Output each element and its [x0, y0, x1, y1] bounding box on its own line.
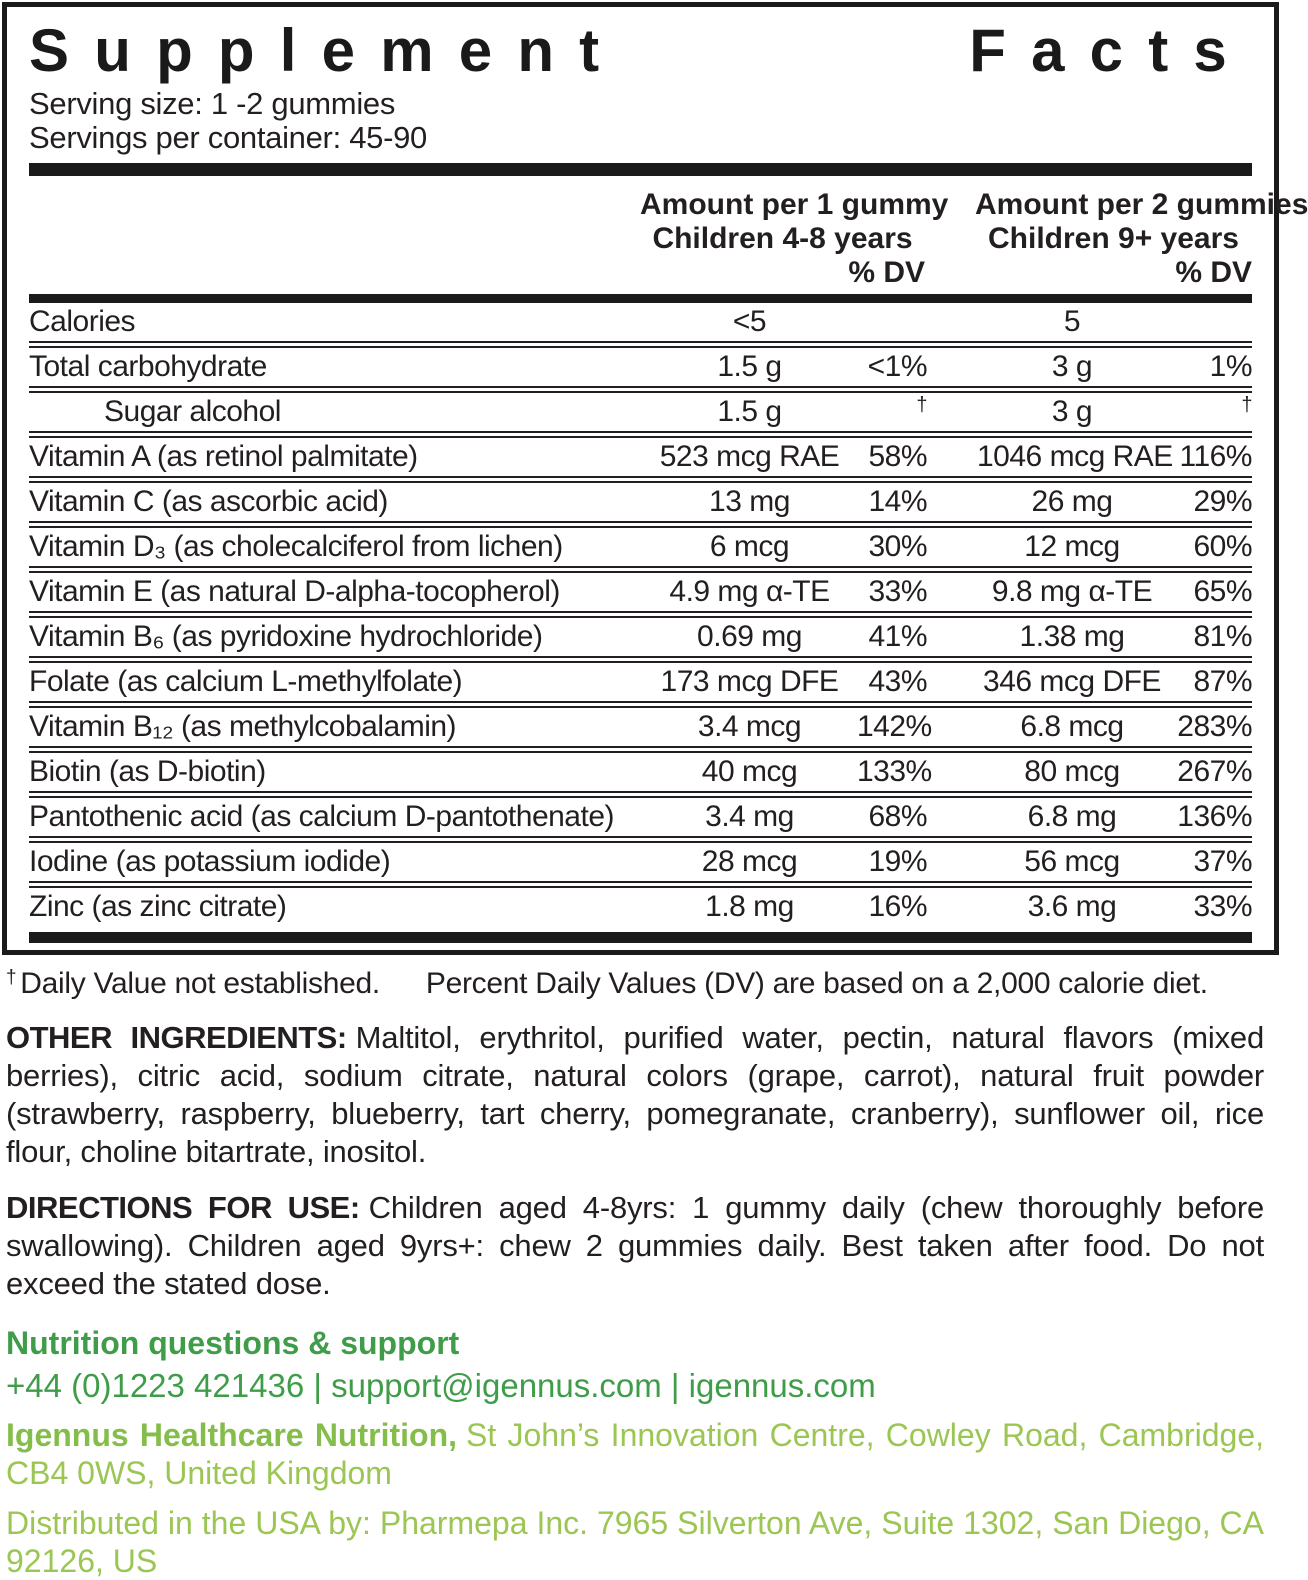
dagger-symbol: †	[6, 967, 17, 988]
dv-2-dagger: †	[1241, 393, 1252, 416]
table-row-vitamin-b12	[29, 708, 1252, 746]
row-separator	[29, 431, 1252, 438]
amount-2: 3 g	[1051, 395, 1093, 428]
header-dv-2: % DV	[1175, 256, 1252, 289]
row-separator	[29, 701, 1252, 708]
dv-2: 1%	[1209, 350, 1252, 383]
table-header	[29, 176, 1308, 290]
amount-1: <5	[732, 305, 767, 338]
directions-text: Children aged 4-8yrs: 1 gummy daily (chew thoroughly before swallowing). Children aged 9yrs+: chew 2 gummies daily. Best taken after food. Do not exceed the stated dose.	[6, 1190, 1264, 1301]
nutrient-name: Folate (as calcium L-methylfolate)	[29, 665, 463, 698]
header-amount-1gummy: Amount per 1 gummy	[640, 188, 949, 221]
dv-1: 41%	[868, 620, 927, 653]
row-separator	[29, 881, 1252, 888]
table-row-biotin	[29, 753, 1252, 791]
row-separator	[29, 476, 1252, 483]
table-row-pantothenic-acid	[29, 798, 1252, 836]
amount-2: 56 mcg	[1024, 845, 1120, 878]
title-word-facts: Facts	[969, 17, 1252, 84]
facts-panel	[2, 2, 1308, 955]
dv-2: 37%	[1193, 845, 1252, 878]
nutrient-name: Sugar alcohol	[104, 395, 281, 428]
amount-1: 1.5 g	[717, 395, 782, 428]
amount-2: 6.8 mcg	[1020, 710, 1124, 743]
support-contact: +44 (0)1223 421436 | support@igennus.com | igennus.com	[6, 1367, 876, 1404]
dv-1-dagger: †	[916, 393, 927, 416]
header-gap	[925, 188, 975, 290]
panel-title	[29, 19, 1252, 83]
heavy-rule-header	[29, 294, 1252, 303]
amount-1: 1.8 mg	[705, 890, 794, 923]
other-ingredients-label: OTHER INGREDIENTS:	[6, 1020, 347, 1055]
header-amount-2gummies: Amount per 2 gummies	[975, 188, 1308, 221]
amount-2: 9.8 mg α-TE	[991, 575, 1153, 608]
dv-2: 60%	[1193, 530, 1252, 563]
amount-1: 523 mcg RAE	[659, 440, 840, 473]
servings-per-container: Servings per container: 45-90	[29, 120, 427, 155]
dv-1: 19%	[868, 845, 927, 878]
directions-label: DIRECTIONS FOR USE:	[6, 1190, 360, 1225]
footnote-part2: Percent Daily Values (DV) are based on a 2,000 calorie diet.	[425, 967, 1208, 1000]
dv-2: 136%	[1177, 800, 1252, 833]
dv-1: 33%	[868, 575, 927, 608]
footnote-part1: Daily Value not established.	[20, 967, 380, 1000]
table-row-zinc	[29, 888, 1252, 926]
nutrient-name: Total carbohydrate	[29, 350, 267, 383]
nutrient-name: Vitamin E (as natural D-alpha-tocopherol)	[29, 575, 560, 608]
nutrient-name: Vitamin B₆ (as pyridoxine hydrochloride)	[29, 620, 543, 653]
table-row-sugar-alcohol	[29, 393, 1252, 431]
header-spacer	[29, 188, 640, 290]
amount-2: 346 mcg DFE	[983, 665, 1161, 698]
table-row-folate	[29, 663, 1252, 701]
amount-2: 26 mg	[1031, 485, 1113, 518]
amount-2: 5	[1063, 305, 1081, 338]
row-separator	[29, 386, 1252, 393]
dv-2: 267%	[1177, 755, 1252, 788]
supplement-facts-label	[0, 2, 1308, 1579]
amount-1: 0.69 mg	[697, 620, 802, 653]
title-word-supplement: Supplement	[29, 17, 625, 84]
amount-1: 4.9 mg α-TE	[669, 575, 830, 608]
dv-2: 87%	[1193, 665, 1252, 698]
distributor-info: Distributed in the USA by: Pharmepa Inc. 7965 Silverton Ave, Suite 1302, San Diego, CA 92126, US	[6, 1505, 1264, 1579]
amount-2: 6.8 mg	[1027, 800, 1117, 833]
dv-2: 29%	[1193, 485, 1252, 518]
nutrient-name: Vitamin C (as ascorbic acid)	[29, 485, 388, 518]
dv-1: 133%	[857, 755, 932, 788]
other-ingredients-text: Maltitol, erythritol, purified water, pectin, natural flavors (mixed berries), citric acid, sodium citrate, natural colors (grape, carrot), natural fruit powder (strawberry, raspberry, blueberry, tart cherry, pomegranate, cranberry), sunflower oil, rice flour, choline bitartrate, inositol.	[6, 1020, 1264, 1169]
amount-1: 3.4 mg	[705, 800, 794, 833]
nutrient-name: Zinc (as zinc citrate)	[29, 890, 287, 923]
row-separator	[29, 521, 1252, 528]
amount-2: 3 g	[1051, 350, 1093, 383]
row-separator	[29, 611, 1252, 618]
amount-2: 1.38 mg	[1019, 620, 1125, 653]
table-row-calories	[29, 303, 1252, 341]
dv-1: 58%	[868, 440, 927, 473]
row-separator	[29, 791, 1252, 798]
company-address	[6, 1416, 1264, 1492]
heavy-rule-top	[29, 163, 1252, 176]
header-col-1gummy	[640, 188, 949, 290]
header-children-9plus: Children 9+ years	[988, 222, 1239, 255]
nutrient-name: Vitamin A (as retinol palmitate)	[29, 440, 418, 473]
table-row-iodine	[29, 843, 1252, 881]
dv-1: 68%	[868, 800, 927, 833]
amount-2: 12 mcg	[1024, 530, 1120, 563]
dv-1: 43%	[868, 665, 927, 698]
company-name: Igennus Healthcare Nutrition,	[6, 1417, 458, 1453]
dv-2: 283%	[1177, 710, 1252, 743]
amount-2: 80 mcg	[1024, 755, 1120, 788]
dv-1: <1%	[867, 350, 927, 383]
dv-2: 33%	[1193, 890, 1252, 923]
amount-1: 40 mcg	[701, 755, 798, 788]
header-dv-1: % DV	[848, 256, 925, 289]
nutrient-name: Pantothenic acid (as calcium D-pantothenate)	[29, 800, 615, 833]
below-panel-text	[0, 967, 1281, 1580]
row-separator	[29, 656, 1252, 663]
row-separator	[29, 341, 1252, 348]
dv-1: 142%	[857, 710, 932, 743]
dv-2: 65%	[1193, 575, 1252, 608]
nutrient-name: Calories	[29, 305, 136, 338]
amount-2: 3.6 mg	[1027, 890, 1117, 923]
row-separator	[29, 746, 1252, 753]
row-separator	[29, 566, 1252, 573]
dv-2: 116%	[1179, 440, 1252, 473]
dv-1: 14%	[868, 485, 927, 518]
dv-1: 16%	[868, 890, 927, 923]
amount-1: 173 mcg DFE	[660, 665, 839, 698]
table-row-vitamin-a	[29, 438, 1252, 476]
serving-size: Serving size: 1 -2 gummies	[29, 86, 396, 121]
header-children-4-8: Children 4-8 years	[652, 222, 913, 255]
dv-footnote	[6, 967, 1264, 1001]
table-row-total-carbohydrate	[29, 348, 1252, 386]
table-row-vitamin-b6	[29, 618, 1252, 656]
dv-1: 30%	[868, 530, 927, 563]
support-heading: Nutrition questions & support	[6, 1325, 460, 1361]
nutrient-name: Iodine (as potassium iodide)	[29, 845, 391, 878]
amount-1: 13 mg	[709, 485, 790, 518]
company-address-text: St John’s Innovation Centre, Cowley Road, Cambridge, CB4 0WS, United Kingdom	[6, 1417, 1265, 1491]
header-col-2gummies	[975, 188, 1308, 290]
dv-2: 81%	[1193, 620, 1252, 653]
row-separator	[29, 836, 1252, 843]
amount-1: 1.5 g	[717, 350, 782, 383]
nutrient-name: Biotin (as D-biotin)	[29, 755, 266, 788]
nutrient-name: Vitamin D₃ (as cholecalciferol from lichen)	[29, 530, 563, 563]
nutrient-name: Vitamin B₁₂ (as methylcobalamin)	[29, 710, 457, 743]
amount-1: 6 mcg	[709, 530, 790, 563]
heavy-rule-bottom	[29, 932, 1252, 943]
table-row-vitamin-d3	[29, 528, 1252, 566]
table-row-vitamin-e	[29, 573, 1252, 611]
amount-2: 1046 mcg RAE	[977, 440, 1173, 473]
amount-1: 3.4 mcg	[697, 710, 802, 743]
other-ingredients	[6, 1019, 1264, 1171]
directions-for-use	[6, 1189, 1264, 1303]
amount-1: 28 mcg	[701, 845, 798, 878]
table-row-vitamin-c	[29, 483, 1252, 521]
